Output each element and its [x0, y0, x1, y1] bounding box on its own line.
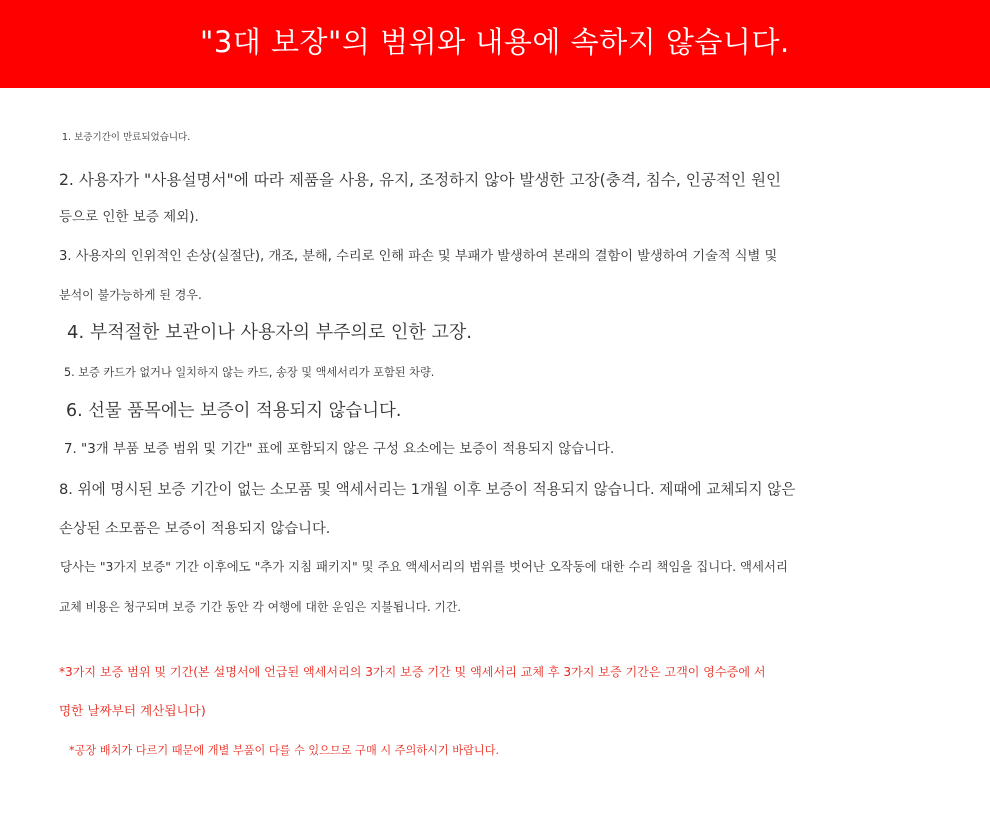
warranty-period-note: *3가지 보증 범위 및 기간(본 설명서에 언급된 액세서리의 3가지 보증 기간 및 액세서리 교체 후 3가지 보증 기간은 고객이 영수증에 서	[59, 665, 766, 679]
repair-responsibility-text: 당사는 "3가지 보증" 기간 이후에도 "추가 지침 패키지" 및 주요 액세서리의 범위를 벗어난 오작동에 대한 수리 책임을 집니다. 액세서리	[60, 559, 788, 574]
exclusion-item-7: 7. "3개 부품 보증 범위 및 기간" 표에 포함되지 않은 구성 요소에는 보증이 적용되지 않습니다.	[64, 442, 615, 457]
exclusion-item-1: 1. 보증기간이 만료되었습니다.	[62, 132, 191, 143]
exclusion-item-3-cont: 분석이 불가능하게 된 경우.	[59, 288, 202, 302]
exclusion-item-8: 8. 위에 명시된 보증 기간이 없는 소모품 및 액세서리는 1개월 이후 보증이 적용되지 않습니다. 제때에 교체되지 않은	[59, 481, 796, 498]
exclusion-item-2: 2. 사용자가 "사용설명서"에 따라 제품을 사용, 유지, 조정하지 않아 발생한 고장(충격, 침수, 인공적인 원인	[59, 171, 782, 189]
exclusion-item-2-cont: 등으로 인한 보증 제외).	[59, 209, 199, 225]
exclusion-item-6: 6. 선물 품목에는 보증이 적용되지 않습니다.	[66, 401, 402, 421]
factory-batch-note: *공장 배치가 다르기 때문에 개별 부품이 다를 수 있으므로 구매 시 주의하시기 바랍니다.	[69, 744, 500, 757]
exclusion-item-4: 4. 부적절한 보관이나 사용자의 부주의로 인한 고장.	[67, 322, 472, 343]
exclusion-item-3: 3. 사용자의 인위적인 손상(실절단), 개조, 분해, 수리로 인해 파손 및 부패가 발생하여 본래의 결함이 발생하여 기술적 식별 및	[59, 249, 778, 264]
warranty-period-note-cont: 명한 날짜부터 계산됩니다)	[59, 703, 206, 718]
repair-responsibility-text-cont: 교체 비용은 청구되며 보증 기간 동안 각 여행에 대한 운임은 지불됩니다. 기간.	[59, 600, 462, 614]
page-title: "3대 보장"의 범위와 내용에 속하지 않습니다.	[200, 25, 790, 59]
exclusion-item-5: 5. 보증 카드가 없거나 일치하지 않는 카드, 송장 및 액세서리가 포함된 차량.	[64, 366, 435, 379]
exclusion-item-8-cont: 손상된 소모품은 보증이 적용되지 않습니다.	[59, 521, 331, 537]
header-banner	[0, 0, 990, 88]
